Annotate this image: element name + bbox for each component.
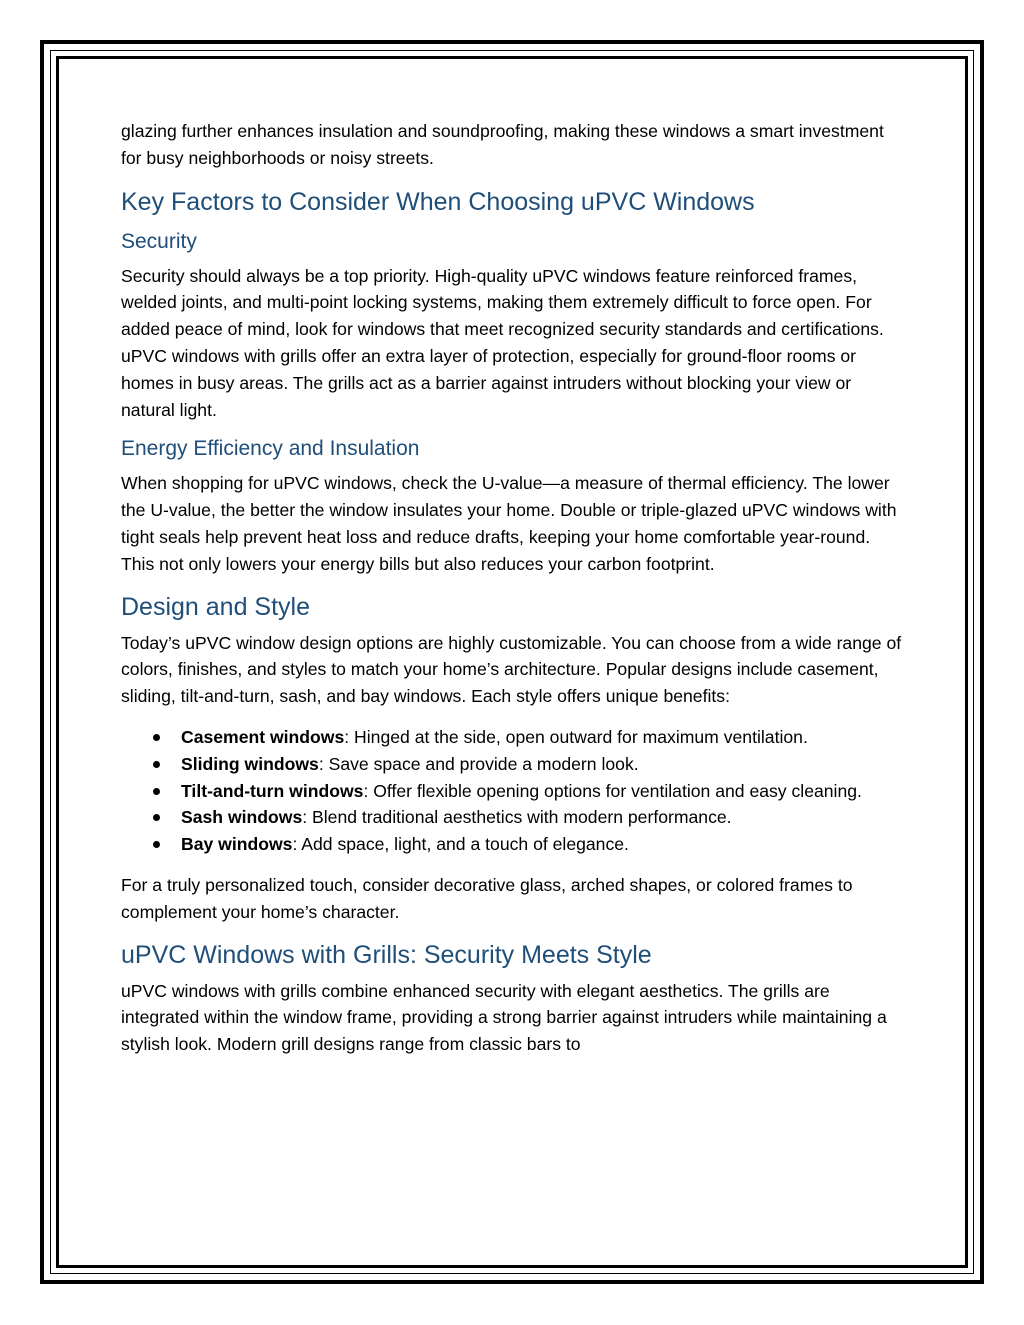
bullet-icon — [153, 841, 160, 848]
bullet-icon — [153, 761, 160, 768]
list-item — [121, 778, 907, 805]
energy-efficiency-heading: Energy Efficiency and Insulation — [121, 437, 420, 461]
design-style-heading: Design and Style — [121, 592, 311, 621]
intro-paragraph: glazing further enhances insulation and soundproofing, making these windows a smart investment for busy neighborhoods or noisy streets. — [121, 121, 884, 168]
document-body — [121, 118, 907, 1058]
list-item-description: : Hinged at the side, open outward for maximum ventilation. — [344, 726, 808, 747]
list-item-description: : Blend traditional aesthetics with modern performance. — [302, 807, 732, 828]
bullet-icon — [153, 734, 160, 741]
grills-heading: uPVC Windows with Grills: Security Meets Style — [121, 940, 652, 969]
bullet-icon — [153, 814, 160, 821]
list-item-description: : Offer flexible opening options for ventilation and easy cleaning. — [363, 780, 862, 801]
security-paragraph: Security should always be a top priority. High-quality uPVC windows feature reinforced frames, welded joints, and multi-point locking systems, making them extremely difficult to force open. For added peace of mind, look for windows that meet recognized security standards and certifications. uPVC windows with grills offer an extra layer of protection, especially for ground-floor rooms or homes in busy areas. The grills act as a barrier against intruders without blocking your view or natural light. — [121, 265, 884, 420]
list-item-term: Casement windows — [181, 726, 345, 747]
list-item — [121, 751, 907, 778]
list-item-term: Sliding windows — [181, 753, 319, 774]
security-heading: Security — [121, 229, 197, 253]
list-item — [121, 724, 907, 751]
list-item — [121, 831, 907, 858]
grills-paragraph: uPVC windows with grills combine enhanced security with elegant aesthetics. The grills are integrated within the window frame, providing a strong barrier against intruders while maintaining a stylish look. Modern grill designs range from classic bars to — [121, 980, 887, 1055]
key-factors-heading: Key Factors to Consider When Choosing uPVC Windows — [121, 187, 755, 216]
list-item-description: : Add space, light, and a touch of elegance. — [292, 834, 629, 855]
list-item — [121, 804, 907, 831]
design-closing-paragraph: For a truly personalized touch, consider decorative glass, arched shapes, or colored frames to complement your home’s character. — [121, 874, 853, 922]
list-item-term: Bay windows — [181, 834, 293, 855]
energy-efficiency-paragraph: When shopping for uPVC windows, check the U-value—a measure of thermal efficiency. The lower the U-value, the better the window insulates your home. Double or triple-glazed uPVC windows with tight seals help prevent heat loss and reduce drafts, keeping your home comfortable year-round. This not only lowers your energy bills but also reduces your carbon footprint. — [121, 473, 897, 574]
window-types-list — [121, 724, 907, 858]
bullet-icon — [153, 788, 160, 795]
design-style-paragraph: Today’s uPVC window design options are highly customizable. You can choose from a wide range of colors, finishes, and styles to match your home’s architecture. Popular designs include casement, sliding, tilt-and-turn, sash, and bay windows. Each style offers unique benefits: — [121, 632, 902, 707]
list-item-description: : Save space and provide a modern look. — [318, 753, 639, 774]
list-item-term: Tilt-and-turn windows — [181, 780, 364, 801]
list-item-term: Sash windows — [181, 807, 303, 828]
